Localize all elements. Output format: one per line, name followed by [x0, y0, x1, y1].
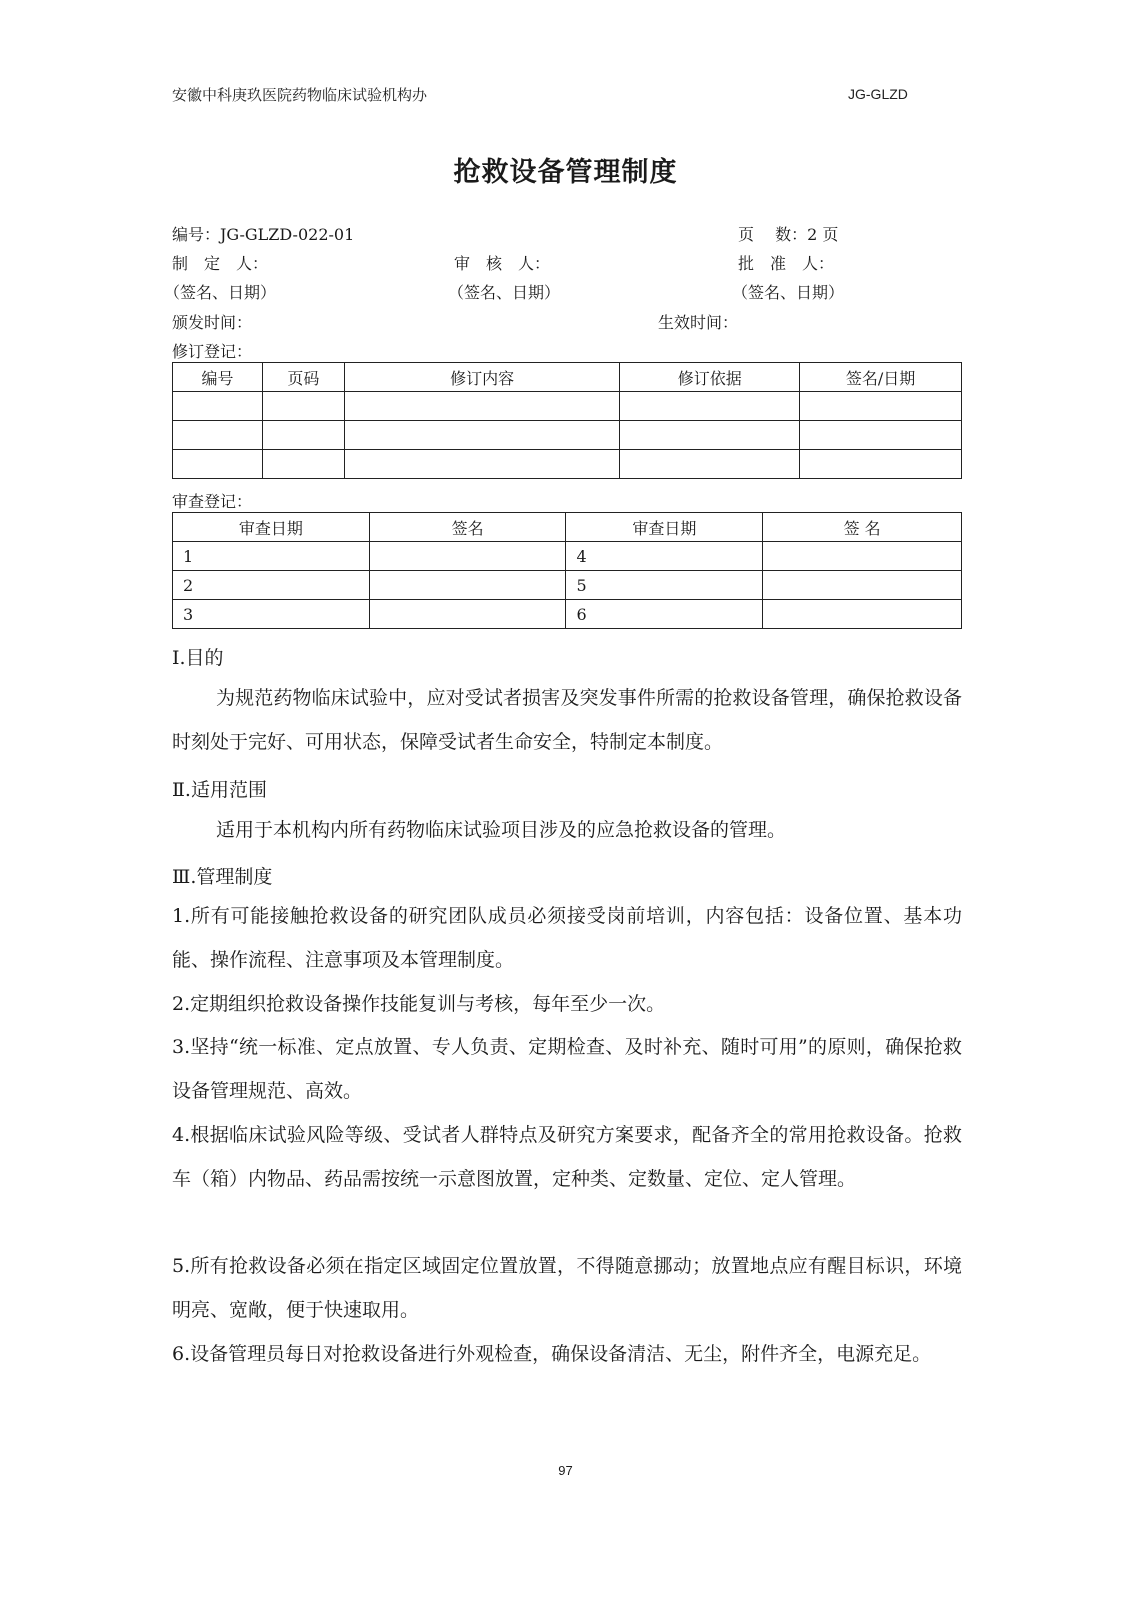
- table-cell: [800, 421, 962, 450]
- col-header: 审查日期: [173, 513, 370, 542]
- review-table: [172, 512, 962, 629]
- section-scope-text: 适用于本机构内所有药物临床试验项目涉及的应急抢救设备的管理。: [216, 819, 787, 841]
- effective-date-label: 生效时间：: [658, 313, 739, 332]
- section-purpose-title: Ⅰ.目的: [172, 647, 224, 669]
- table-cell: [620, 392, 800, 421]
- table-row: [173, 450, 962, 479]
- col-header: 签名: [369, 513, 566, 542]
- review-register-label: 审查登记：: [172, 492, 253, 511]
- col-header: 页码: [262, 363, 344, 392]
- table-cell: [800, 392, 962, 421]
- section-scope-title: Ⅱ.适用范围: [172, 779, 267, 801]
- table-cell: [173, 421, 263, 450]
- table-cell: [369, 600, 566, 629]
- reviewer-label: 审 核 人：: [454, 254, 551, 273]
- table-cell: 2: [173, 571, 370, 600]
- table-cell: [344, 450, 620, 479]
- table-cell: [763, 600, 962, 629]
- table-cell: [262, 392, 344, 421]
- approver-label: 批 准 人：: [738, 254, 835, 273]
- col-header: 签名/日期: [800, 363, 962, 392]
- col-header: 修订内容: [344, 363, 620, 392]
- drafter-label: 制 定 人：: [172, 254, 269, 273]
- table-cell: 5: [566, 571, 763, 600]
- table-cell: 4: [566, 542, 763, 571]
- table-cell: [620, 450, 800, 479]
- table-row: [173, 571, 962, 600]
- table-cell: [620, 421, 800, 450]
- table-cell: [369, 542, 566, 571]
- table-cell: 3: [173, 600, 370, 629]
- page-number: 97: [558, 1463, 573, 1478]
- page-count: 页 数：2 页: [738, 225, 839, 244]
- rule-item-4: 4.根据临床试验风险等级、受试者人群特点及研究方案要求，配备齐全的常用抢救设备。抢救车（箱）内物品、药品需按统一示意图放置，定种类、定数量、定位、定人管理。: [172, 1124, 962, 1190]
- table-cell: [800, 450, 962, 479]
- section-rules-title: Ⅲ.管理制度: [172, 866, 273, 888]
- col-header: 编号: [173, 363, 263, 392]
- rule-item-2: 2.定期组织抢救设备操作技能复训与考核，每年至少一次。: [172, 993, 666, 1015]
- table-row: [173, 600, 962, 629]
- page-title: 抢救设备管理制度: [453, 157, 678, 188]
- review-table-header: [173, 513, 962, 542]
- table-cell: [173, 392, 263, 421]
- sign-date-note-1: （签名、日期）: [164, 283, 277, 302]
- table-cell: 1: [173, 542, 370, 571]
- col-header: 签 名: [763, 513, 962, 542]
- table-cell: [262, 450, 344, 479]
- table-cell: [344, 392, 620, 421]
- revision-table: [172, 362, 962, 479]
- col-header: 审查日期: [566, 513, 763, 542]
- issue-date-label: 颁发时间：: [172, 313, 253, 332]
- rule-item-3: 3.坚持“统一标准、定点放置、专人负责、定期检查、及时补充、随时可用”的原则，确保抢救设备管理规范、高效。: [172, 1036, 962, 1102]
- header-code: JG-GLZD: [848, 86, 908, 102]
- table-cell: [262, 421, 344, 450]
- table-cell: [763, 542, 962, 571]
- table-cell: 6: [566, 600, 763, 629]
- table-row: [173, 542, 962, 571]
- table-cell: [369, 571, 566, 600]
- header-institution: 安徽中科庚玖医院药物临床试验机构办: [172, 86, 428, 104]
- revision-table-header: [173, 363, 962, 392]
- section-purpose-text: 为规范药物临床试验中，应对受试者损害及突发事件所需的抢救设备管理，确保抢救设备时刻处于完好、可用状态，保障受试者生命安全，特制定本制度。: [172, 687, 962, 753]
- sign-date-note-3: （签名、日期）: [732, 283, 845, 302]
- revision-register-label: 修订登记：: [172, 342, 253, 361]
- rule-item-6: 6.设备管理员每日对抢救设备进行外观检查，确保设备清洁、无尘，附件齐全，电源充足。: [172, 1343, 932, 1365]
- doc-number: 编号：JG-GLZD-022-01: [172, 225, 355, 244]
- rule-item-5: 5.所有抢救设备必须在指定区域固定位置放置，不得随意挪动；放置地点应有醒目标识，环境明亮、宽敞，便于快速取用。: [172, 1255, 962, 1321]
- table-cell: [344, 421, 620, 450]
- rule-item-1: 1.所有可能接触抢救设备的研究团队成员必须接受岗前培训，内容包括：设备位置、基本功能、操作流程、注意事项及本管理制度。: [172, 905, 962, 971]
- table-row: [173, 421, 962, 450]
- sign-date-note-2: （签名、日期）: [448, 283, 561, 302]
- table-row: [173, 392, 962, 421]
- table-cell: [763, 571, 962, 600]
- col-header: 修订依据: [620, 363, 800, 392]
- table-cell: [173, 450, 263, 479]
